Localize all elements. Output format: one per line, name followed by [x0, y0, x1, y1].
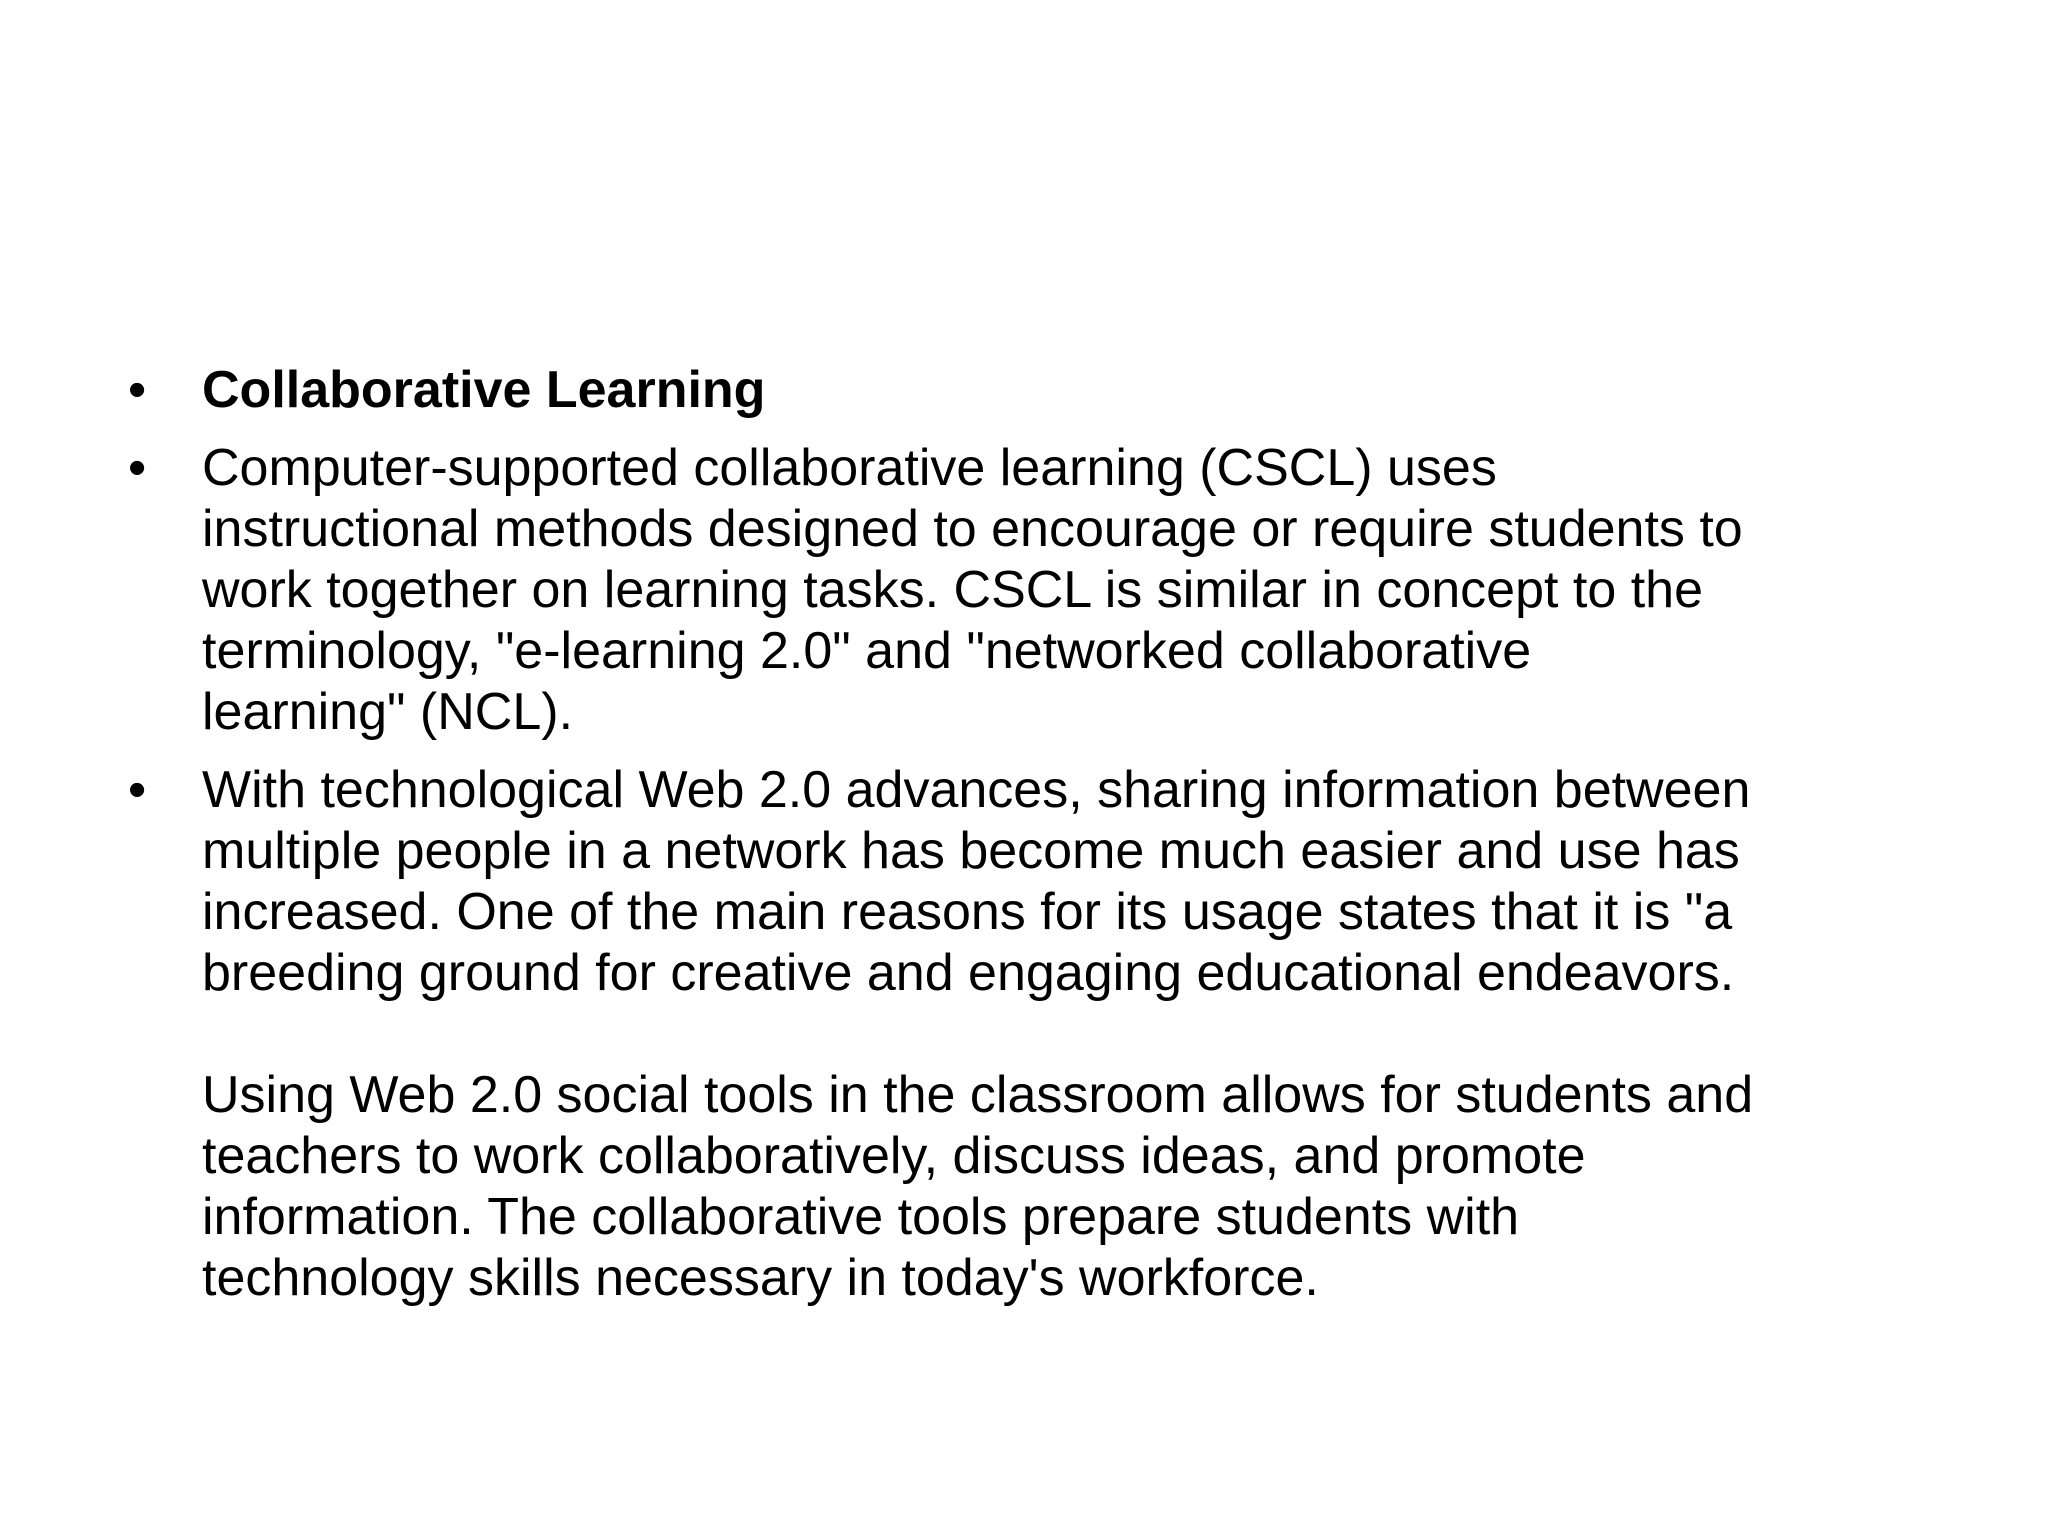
bullet-text-line: work together on learning tasks. CSCL is similar in concept to the: [202, 561, 1703, 619]
slide-body: [112, 360, 1992, 1326]
continuation-text-line: Using Web 2.0 social tools in the classroom allows for students and: [202, 1066, 1754, 1124]
bullet-text-line: increased. One of the main reasons for its usage states that it is "a: [202, 883, 1733, 941]
bullet-item-cscl: [112, 438, 1992, 743]
bullet-marker: •: [128, 361, 147, 419]
bullet-text-line: learning" (NCL).: [202, 683, 574, 741]
paragraph-gap: [202, 1004, 1992, 1065]
bullet-text-line: terminology, "e-learning 2.0" and "networked collaborative: [202, 622, 1532, 680]
bullet-marker: •: [128, 761, 147, 819]
bullet-text-line: multiple people in a network has become much easier and use has: [202, 822, 1740, 880]
bullet-text-line: With technological Web 2.0 advances, sharing information between: [202, 761, 1751, 819]
bullet-item-heading: [112, 360, 1992, 421]
bullet-item-web20: [112, 760, 1992, 1309]
bullet-marker: •: [128, 439, 147, 497]
continuation-text-line: teachers to work collaboratively, discuss ideas, and promote: [202, 1127, 1586, 1185]
bullet-text-line: instructional methods designed to encourage or require students to: [202, 500, 1743, 558]
bullet-text-line: Computer-supported collaborative learning (CSCL) uses: [202, 439, 1497, 497]
continuation-text-line: technology skills necessary in today's workforce.: [202, 1249, 1319, 1307]
continuation-text-line: information. The collaborative tools prepare students with: [202, 1188, 1520, 1246]
bullet-text-line: breeding ground for creative and engaging educational endeavors.: [202, 944, 1735, 1002]
heading-collaborative-learning: Collaborative Learning: [202, 361, 766, 419]
